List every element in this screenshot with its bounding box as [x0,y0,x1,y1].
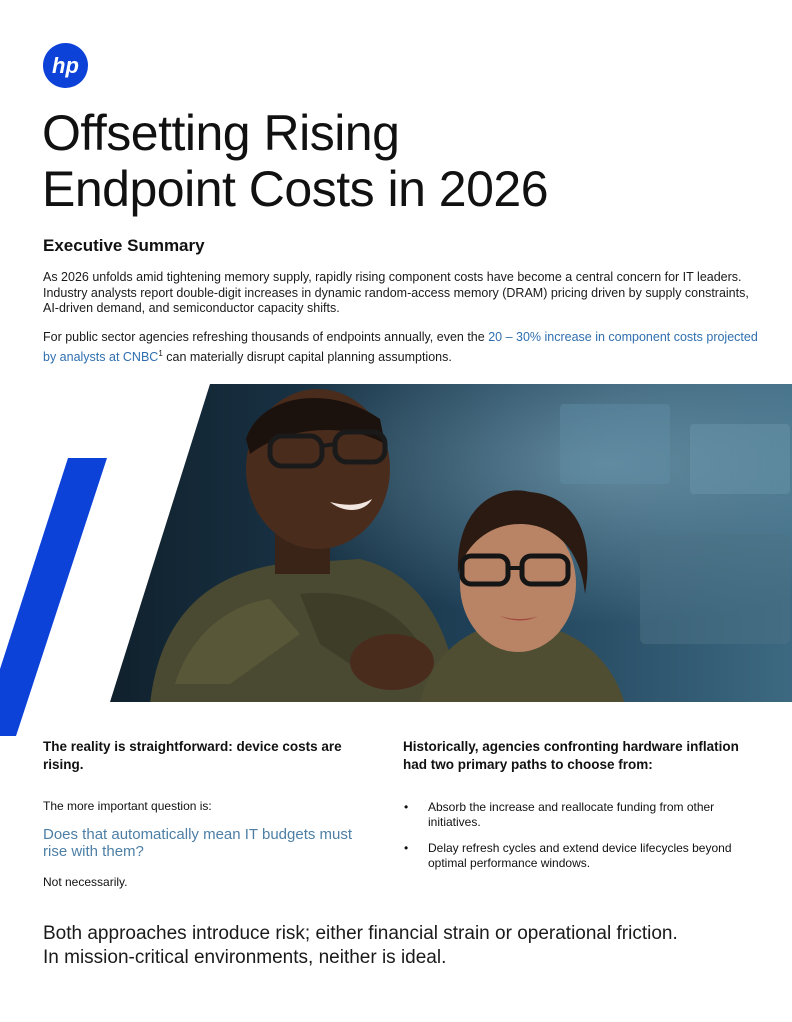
list-item [403,800,758,830]
list-item-text: Absorb the increase and reallocate funding from other initiatives. [428,800,715,829]
blue-accent-shape [0,458,107,736]
options-list [403,800,758,882]
answer-text: Not necessarily. [43,875,128,889]
list-item [403,841,758,871]
closing-statement: Both approaches introduce risk; either financial strain or operational friction. In mission-critical environments, neither is ideal. [43,923,678,968]
summary-paragraph-2 [43,330,758,365]
bullet-icon: • [404,800,409,814]
cnbc-link[interactable]: 20 – 30% increase in component costs projected by analysts at CNBC [43,330,758,364]
hero-image [0,384,792,736]
hp-logo-text: hp [52,53,79,78]
bullet-icon: • [404,841,409,855]
summary-paragraph-1: As 2026 unfolds amid tightening memory supply, rapidly rising component costs have become a central concern for IT leaders. Industry analysts report double-digit increases in dynamic random-access memory (DRAM) pricing driven by supply constraints, AI-driven demand, and semiconductor capacity shifts. [43,270,749,315]
title-line-1: Offsetting Rising [42,105,400,161]
page-title [42,105,742,217]
right-column-heading: Historically, agencies confronting hardware inflation had two primary paths to choose from: [403,739,739,772]
hp-logo [43,43,88,88]
paragraph-2-start: For public sector agencies refreshing thousands of endpoints annually, even the [43,330,489,344]
left-column-heading: The reality is straightforward: device costs are rising. [43,739,342,772]
executive-summary-heading: Executive Summary [43,236,205,255]
key-question: Does that automatically mean IT budgets must rise with them? [43,826,353,860]
list-item-text: Delay refresh cycles and extend device lifecycles beyond optimal performance windows. [428,841,732,870]
footnote-marker: 1 [158,348,163,358]
paragraph-2-end: can materially disrupt capital planning assumptions. [162,349,452,364]
title-line-2: Endpoint Costs in 2026 [42,161,549,217]
question-intro: The more important question is: [43,799,212,813]
